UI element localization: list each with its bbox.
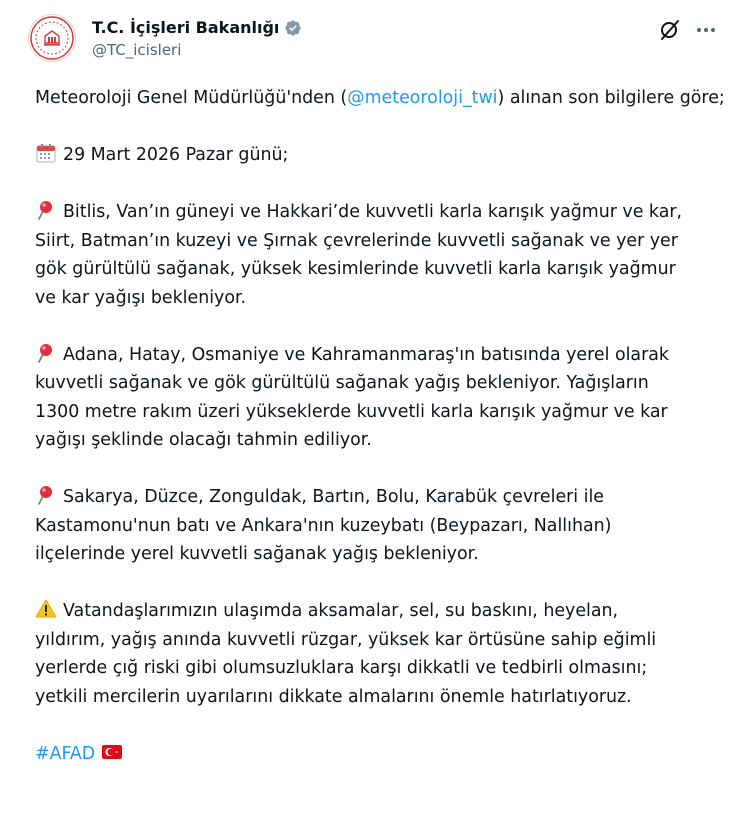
author-name-row[interactable] [92, 18, 302, 37]
round-pushpin-icon [35, 484, 57, 506]
mention-link[interactable]: @meteoroloji_twi [347, 88, 498, 108]
author-handle[interactable]: @TC_icisleri [92, 41, 182, 59]
region1-line-1: Bitlis, Van’ın güneyi ve Hakkari’de kuvvetli karla karışık yağmur ve kar, [63, 202, 683, 222]
calendar-icon [35, 142, 57, 164]
region3-line-3: ilçelerinde yerel kuvvetli sağanak yağış bekleniyor. [35, 544, 479, 564]
more-options-icon[interactable] [694, 18, 718, 42]
round-pushpin-icon [35, 199, 57, 221]
tweet-text [35, 84, 725, 797]
region3-line-1: Sakarya, Düzce, Zonguldak, Bartın, Bolu, Karabük çevreleri ile [63, 487, 605, 507]
region2-paragraph [35, 341, 725, 455]
grok-icon[interactable] [658, 18, 682, 42]
region1-paragraph [35, 198, 725, 312]
warning-line-2: yıldırım, yağış anında kuvvetli rüzgar, yüksek kar örtüsüne sahip eğimli [35, 629, 657, 650]
region2-line-2: kuvvetli sağanak ve gök gürültülü sağanak yağış bekleniyor. Yağışların [35, 373, 649, 393]
warning-sign-icon [35, 598, 57, 620]
ministry-seal-icon [29, 15, 75, 61]
warning-paragraph [35, 597, 725, 711]
region2-line-1: Adana, Hatay, Osmaniye ve Kahramanmaraş'ın batısında yerel olarak [63, 344, 669, 365]
avatar[interactable] [28, 14, 76, 62]
verified-badge-icon [284, 19, 302, 37]
region1-line-3: gök gürültülü sağanak, yüksek kesimlerinde kuvvetli karla karışık yağmur [35, 259, 676, 279]
region1-line-2: Siirt, Batman’ın kuzeyi ve Şırnak çevrelerinde kuvvetli sağanak ve yer yer [35, 230, 678, 251]
warning-line-1: Vatandaşlarımızın ulaşımda aksamalar, sel, su baskını, heyelan, [63, 601, 619, 621]
region3-paragraph [35, 483, 725, 569]
round-pushpin-icon [35, 342, 57, 364]
date-paragraph [35, 141, 725, 170]
author-display-name[interactable]: T.C. İçişleri Bakanlığı [92, 18, 280, 37]
intro-after: ) alınan son bilgilere göre; [497, 88, 725, 108]
region3-line-2: Kastamonu'nun batı ve Ankara'nın kuzeybatı (Beypazarı, Nallıhan) [35, 515, 612, 536]
turkey-flag-icon [101, 741, 123, 763]
intro-paragraph [35, 84, 725, 113]
region2-line-3: 1300 metre rakım üzeri yükseklerde kuvvetli karla karışık yağmur ve kar [35, 401, 668, 422]
hashtag-paragraph [35, 740, 725, 769]
warning-line-4: yetkili mercilerin uyarılarını dikkate almalarını önemle hatırlatıyoruz. [35, 686, 632, 707]
intro-before: Meteoroloji Genel Müdürlüğü'nden ( [35, 88, 348, 108]
date-text: 29 Mart 2026 Pazar günü; [63, 145, 289, 165]
region2-line-4: yağışı şeklinde olacağı tahmin ediliyor. [35, 430, 372, 450]
hashtag-link[interactable]: #AFAD [35, 743, 96, 764]
region1-line-4: ve kar yağışı bekleniyor. [35, 287, 247, 308]
warning-line-3: yerlerde çığ riski gibi olumsuzluklara karşı dikkatli ve tedbirli olmasını; [35, 658, 648, 678]
